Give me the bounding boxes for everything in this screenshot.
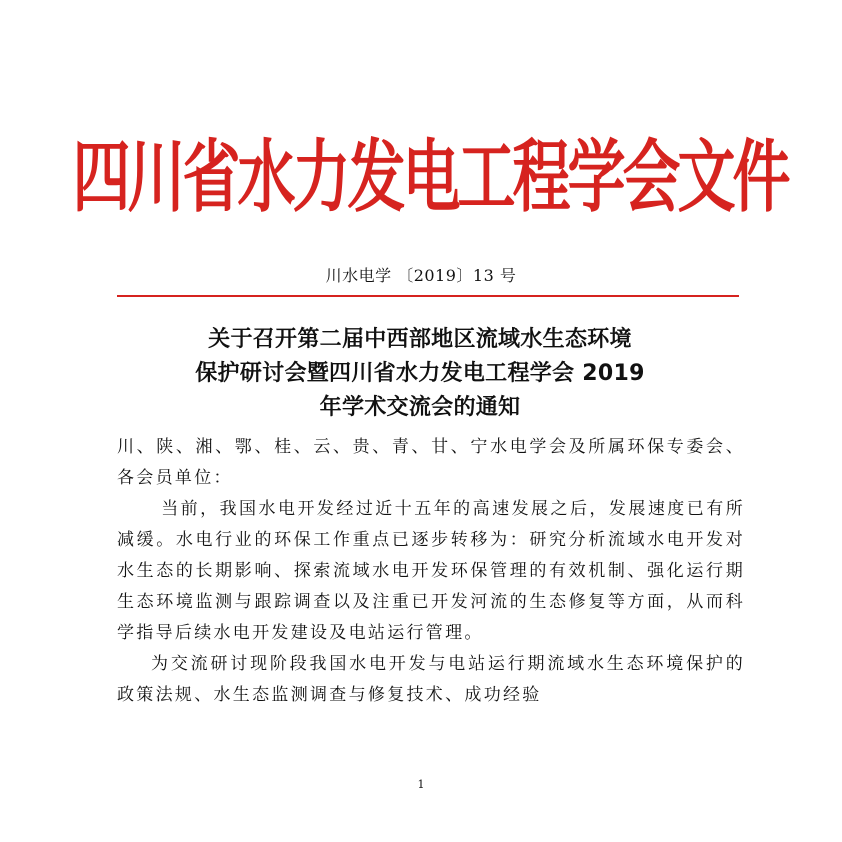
salutation: 川、陕、湘、鄂、桂、云、贵、青、甘、宁水电学会及所属环保专委会、各会员单位：: [117, 437, 745, 488]
page-number: 1: [417, 778, 425, 791]
notice-body: [117, 432, 745, 711]
red-divider-line: [117, 295, 739, 297]
body-paragraph-1: 当前，我国水电开发经过近十五年的高速发展之后，发展速度已有所减缓。水电行业的环保工作重点已逐步转移为：研究分析流域水电开发对水生态的长期影响、探索流域水电开发环保管理的有效机制、强化运行期生态环境监测与跟踪调查以及注重已开发河流的生态修复等方面，从而科学指导后续水电开发建设及电站运行管理。: [117, 499, 745, 643]
notice-title-line-2: 保护研讨会暨四川省水力发电工程学会 2019: [195, 361, 645, 386]
notice-title-line-1: 关于召开第二届中西部地区流域水生态环境: [208, 327, 632, 352]
organization-letterhead: 四川省水力发电工程学会文件: [72, 130, 788, 223]
notice-title: [95, 323, 745, 425]
document-number: 川水电学 〔2019〕13 号: [325, 266, 517, 285]
notice-title-line-3: 年学术交流会的通知: [319, 395, 521, 420]
body-paragraph-2: 为交流研讨现阶段我国水电开发与电站运行期流域水生态环境保护的政策法规、水生态监测调查与修复技术、成功经验: [117, 654, 745, 705]
